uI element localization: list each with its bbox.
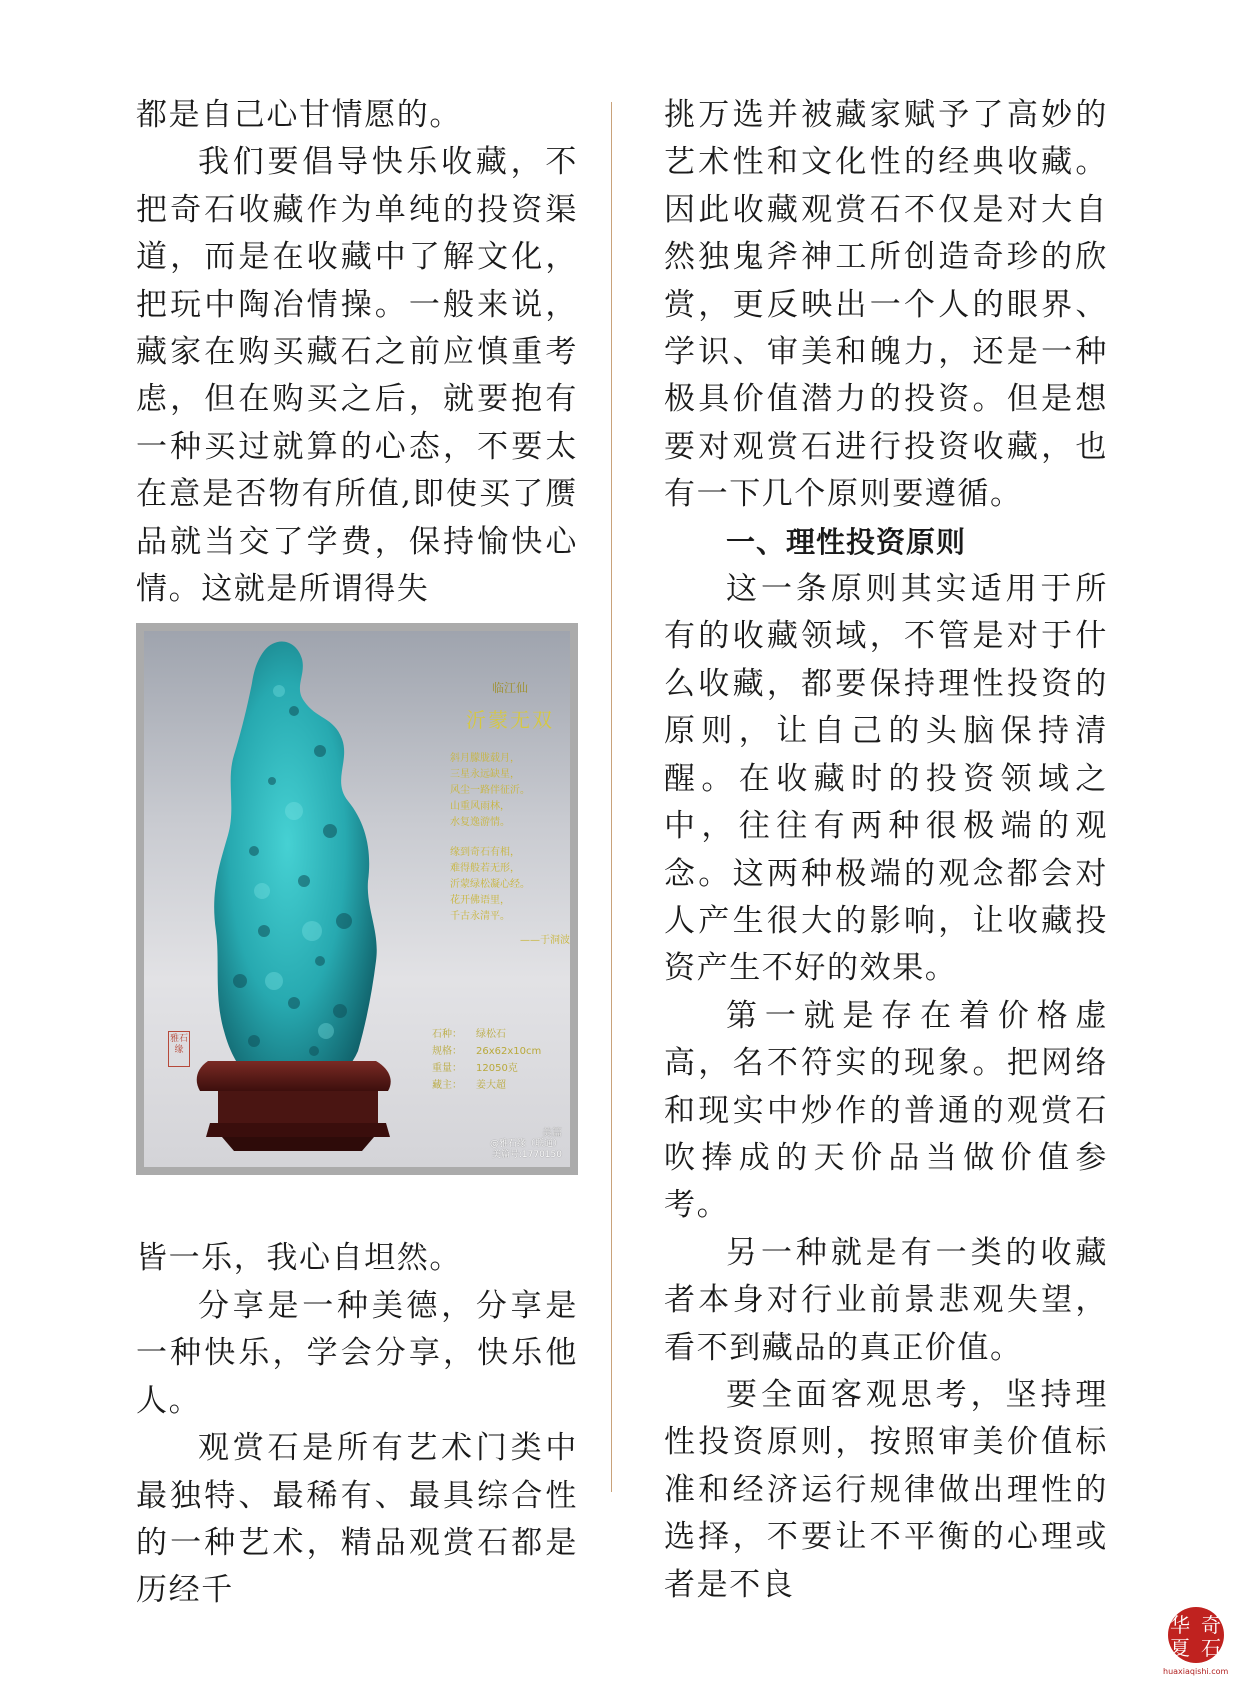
stone-specs	[432, 1026, 570, 1094]
paragraph: 分享是一种美德，分享是一种快乐，学会分享，快乐他人。	[136, 1287, 578, 1419]
paragraph-continued: 皆一乐，我心自坦然。	[136, 1240, 462, 1277]
stone-artwork-image	[136, 623, 578, 1175]
poem-line: 水复逸游情。	[450, 817, 510, 829]
watermark-brand: 美篇	[542, 1128, 562, 1140]
left-column	[136, 92, 578, 1615]
section-heading: 一、理性投资原则	[726, 524, 967, 559]
poem-author: ——于洞波	[520, 935, 570, 947]
paragraph: 要全面客观思考，坚持理性投资原则，按照审美价值标准和经济运行规律做出理性的选择，不要让不平衡的心理或者是不良	[664, 1376, 1108, 1603]
right-column	[664, 92, 1108, 1609]
spec-row: 重量： 12050克	[432, 1063, 518, 1075]
poem-line: 难得般若无形，	[450, 863, 520, 875]
stand-feet	[222, 1137, 374, 1151]
svg-text:奇: 奇	[1201, 1613, 1221, 1637]
poem-line: 沂蒙绿松凝心经。	[450, 879, 530, 891]
watermark-id: 美篇号:1770150	[491, 1150, 562, 1161]
column-divider	[611, 102, 612, 1492]
stand-top	[197, 1061, 391, 1091]
poem-line: 三星永远缺星，	[450, 769, 520, 781]
spec-row: 石种： 绿松石	[432, 1029, 506, 1041]
watermark-user: @雅石缘（联通）	[489, 1139, 562, 1150]
poem-block	[450, 679, 570, 946]
site-url: huaxiaqishi.com	[1163, 1667, 1229, 1676]
artwork-canvas	[144, 631, 570, 1167]
spec-row: 规格： 26x62x10cm	[432, 1046, 542, 1058]
poem-tune-name: 临江仙	[491, 681, 528, 696]
svg-text:华: 华	[1170, 1613, 1190, 1637]
site-logo-mark	[1159, 1605, 1233, 1669]
poem-line: 花开佛语里，	[450, 895, 510, 907]
spec-row: 藏主： 姜大超	[432, 1080, 506, 1092]
svg-text:石: 石	[1201, 1636, 1221, 1660]
red-seal-stamp: 雅石缘	[168, 1031, 190, 1067]
paragraph: 另一种就是有一类的收藏者本身对行业前景悲观失望，看不到藏品的真正价值。	[664, 1234, 1108, 1366]
site-logo	[1159, 1605, 1233, 1679]
paragraph: 我们要倡导快乐收藏，不把奇石收藏作为单纯的投资渠道，而是在收藏中了解文化，把玩中陶冶情操。一般来说，藏家在购买藏石之前应慎重考虑，但在购买之后，就要抱有一种买过就算的心态，不要太在意是否物有所值,即使买了赝品就当交了学费，保持愉快心情。这就是所谓得失	[136, 144, 578, 608]
image-watermark	[490, 1128, 562, 1161]
paragraph: 都是自己心甘情愿的。	[136, 97, 462, 133]
paragraph: 观赏石是所有艺术门类中最独特、最稀有、最具综合性的一种艺术，精品观赏石都是历经千	[136, 1430, 578, 1609]
paragraph: 挑万选并被藏家赋予了高妙的艺术性和文化性的经典收藏。因此收藏观赏石不仅是对大自然独鬼斧神工所创造奇珍的欣赏，更反映出一个人的眼界、学识、审美和魄力，还是一种极具价值潜力的投资。但是想要对观赏石进行投资收藏，也有一下几个原则要遵循。	[664, 97, 1108, 513]
poem-line: 缘到奇石有相，	[450, 847, 520, 859]
poem-line: 风尘一路伴征沂。	[450, 785, 530, 797]
stand-base	[206, 1123, 390, 1137]
svg-text:夏: 夏	[1170, 1636, 1190, 1660]
poem-line: 斜月朦胧载月，	[450, 753, 520, 765]
poem-line: 千古永清平。	[450, 911, 510, 923]
poem-title: 沂蒙无双	[466, 708, 554, 733]
poem-line: 山重风雨林，	[450, 801, 510, 813]
paragraph: 这一条原则其实适用于所有的收藏领域，不管是对于什么收藏，都要保持理性投资的原则，让自己的头脑保持清醒。在收藏时的投资领域之中，往往有两种很极端的观念。这两种极端的观念都会对人产生很大的影响，让收藏投资产生不好的效果。	[664, 571, 1108, 987]
paragraph: 第一就是存在着价格虚高，名不符实的现象。把网络和现实中炒作的普通的观赏石吹捧成的天价品当做价值参考。	[664, 997, 1108, 1224]
stand-body	[218, 1091, 378, 1123]
